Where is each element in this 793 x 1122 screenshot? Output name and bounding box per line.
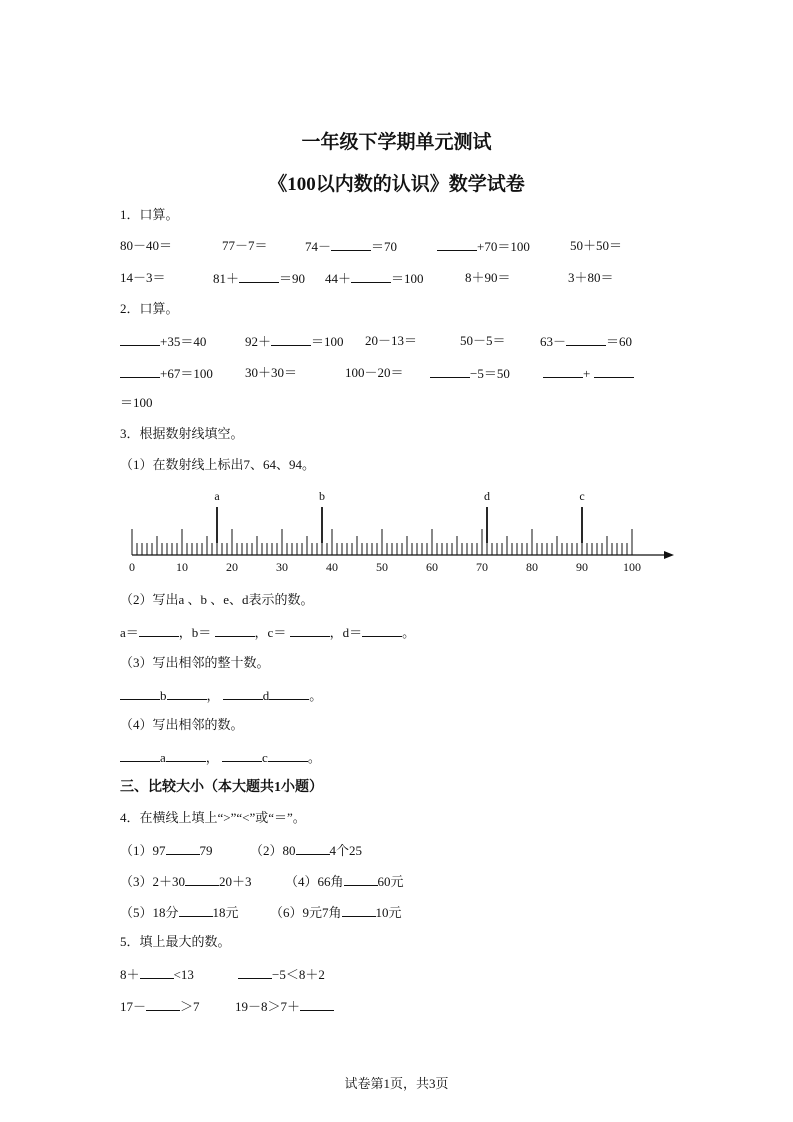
q1-heading: 1．口算。 bbox=[120, 207, 179, 222]
answer-blank[interactable] bbox=[166, 749, 206, 762]
answer-blank[interactable] bbox=[179, 904, 213, 917]
answer-blank[interactable] bbox=[268, 749, 308, 762]
q3-part-3: （3）写出相邻的整十数。 bbox=[120, 655, 270, 670]
answer-blank[interactable] bbox=[185, 873, 219, 886]
fill-item: 17－ ＞7 bbox=[120, 999, 200, 1014]
answer-blank[interactable] bbox=[146, 998, 180, 1011]
expr: 100－20＝ bbox=[345, 365, 404, 380]
expr: 81＋ ＝90 bbox=[213, 271, 306, 286]
tick-label: 60 bbox=[426, 560, 438, 574]
q4-heading: 4．在横线上填上“>”“<”或“＝”。 bbox=[120, 810, 306, 825]
fill-item: −5＜8＋2 bbox=[238, 966, 325, 983]
title-line-2: 《100以内数的认识》数学试卷 bbox=[268, 174, 525, 195]
answer-blank[interactable] bbox=[222, 749, 262, 762]
marker-label: c bbox=[579, 489, 585, 503]
q3-part-3-answers: b ， d 。 bbox=[120, 687, 322, 704]
expr: ＝100 bbox=[120, 395, 153, 410]
compare-item: （2）80 4个25 bbox=[250, 843, 363, 858]
tick-label: 90 bbox=[576, 560, 588, 574]
answer-blank[interactable] bbox=[238, 966, 272, 979]
answer-blank[interactable] bbox=[166, 842, 200, 855]
tick-label: 30 bbox=[276, 560, 288, 574]
page-footer: 试卷第1页，共3页 bbox=[344, 1076, 449, 1091]
q3-heading: 3．根据数射线填空。 bbox=[120, 426, 244, 441]
answer-blank[interactable] bbox=[290, 624, 330, 637]
expr: 80－40＝ bbox=[120, 238, 173, 253]
compare-item: （6）9元7角 10元 bbox=[270, 905, 402, 920]
fill-item: 8＋ <13 bbox=[120, 967, 194, 982]
expr: 50＋50＝ bbox=[570, 238, 623, 253]
tick-label: 80 bbox=[526, 560, 538, 574]
expr: 74－ ＝70 bbox=[305, 239, 398, 254]
answer-blank[interactable] bbox=[269, 687, 309, 700]
q3-part-1: （1）在数射线上标出7、64、94。 bbox=[120, 457, 316, 472]
marker-label: b bbox=[319, 489, 325, 503]
tick-label: 0 bbox=[129, 560, 135, 574]
section-heading: 三、比较大小（本大题共1小题） bbox=[120, 780, 323, 795]
answer-blank[interactable] bbox=[344, 873, 378, 886]
q3-part-2-answers: a＝ ，b＝ ，c＝ ，d＝ 。 bbox=[120, 625, 416, 640]
compare-item: （5）18分 18元 bbox=[120, 905, 239, 920]
expr: +70＝100 bbox=[437, 238, 530, 255]
expr: 50－5＝ bbox=[460, 333, 506, 348]
answer-blank[interactable] bbox=[140, 966, 174, 979]
expr: 8＋90＝ bbox=[465, 270, 511, 285]
tick-label: 40 bbox=[326, 560, 338, 574]
expr: 77－7＝ bbox=[222, 238, 268, 253]
arrow-icon bbox=[664, 551, 674, 559]
answer-blank[interactable] bbox=[120, 749, 160, 762]
q3-part-2: （2）写出a 、b 、e、d表示的数。 bbox=[120, 592, 314, 607]
compare-item: （1）97 79 bbox=[120, 843, 213, 858]
answer-blank[interactable] bbox=[296, 842, 330, 855]
q2-heading: 2．口算。 bbox=[120, 301, 179, 316]
title-line-1: 一年级下学期单元测试 bbox=[301, 132, 492, 153]
answer-blank[interactable] bbox=[120, 687, 160, 700]
expr: 44＋ ＝100 bbox=[325, 271, 424, 286]
expr: +35＝40 bbox=[120, 333, 206, 350]
q3-part-4-answers: a ， c 。 bbox=[120, 749, 321, 766]
marker-label: d bbox=[484, 489, 490, 503]
answer-blank[interactable] bbox=[223, 687, 263, 700]
answer-blank[interactable] bbox=[342, 904, 376, 917]
tick-label: 10 bbox=[176, 560, 188, 574]
fill-item: 19－8＞7＋ bbox=[235, 998, 334, 1015]
expr: 3＋80＝ bbox=[568, 270, 614, 285]
expr: −5＝50 bbox=[430, 365, 510, 382]
compare-item: （3）2＋30 20＋3 bbox=[120, 874, 252, 889]
tick-label: 100 bbox=[623, 560, 641, 574]
expr: 92＋ ＝100 bbox=[245, 334, 344, 349]
marker-label: a bbox=[214, 489, 220, 503]
tick-label: 70 bbox=[476, 560, 488, 574]
expr: 20－13＝ bbox=[365, 333, 418, 348]
expr: 14－3＝ bbox=[120, 270, 166, 285]
tick-label: 20 bbox=[226, 560, 238, 574]
answer-blank[interactable] bbox=[300, 998, 334, 1011]
answer-blank[interactable] bbox=[167, 687, 207, 700]
expr: 63－ ＝60 bbox=[540, 334, 633, 349]
q3-part-4: （4）写出相邻的数。 bbox=[120, 717, 244, 732]
expr: +67＝100 bbox=[120, 365, 213, 382]
q5-heading: 5．填上最大的数。 bbox=[120, 934, 231, 949]
answer-blank[interactable] bbox=[362, 624, 402, 637]
expr: 30＋30＝ bbox=[245, 365, 298, 380]
compare-item: （4）66角 60元 bbox=[285, 874, 404, 889]
answer-blank[interactable] bbox=[139, 624, 179, 637]
answer-blank[interactable] bbox=[215, 624, 255, 637]
tick-label: 50 bbox=[376, 560, 388, 574]
expr: + bbox=[543, 365, 634, 382]
